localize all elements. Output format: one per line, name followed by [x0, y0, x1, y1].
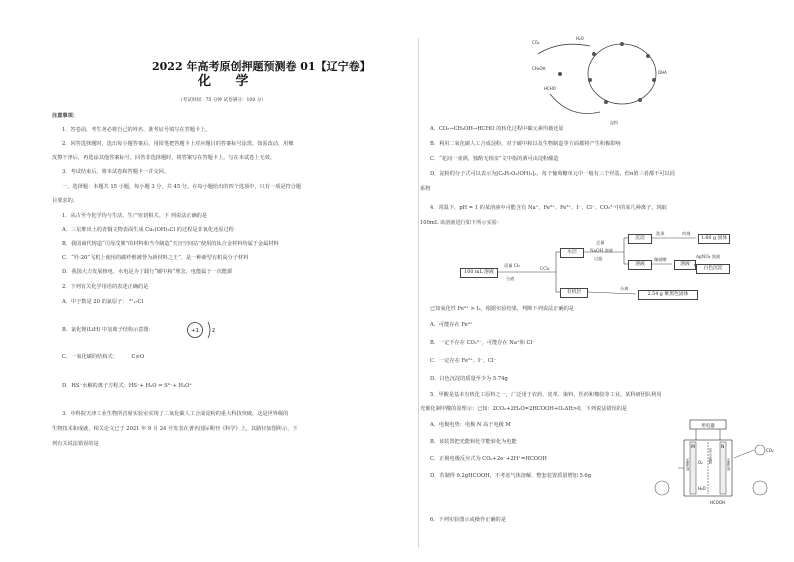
flow-aqueous: 水层: [560, 248, 584, 258]
shell-electrons: 2: [212, 328, 216, 334]
flow-purple-solid: 2.54 g 紫黑色固体: [638, 290, 698, 300]
nucleus-charge: +1: [190, 328, 200, 334]
q1-option-c: C．“歼-20”飞机上使用的碳纤维被誉为新材料之王”，是一种新型有机高分子材料: [62, 255, 249, 261]
flow-label: CCl₄: [540, 266, 550, 271]
pathway-label: CH₃OH: [532, 66, 546, 71]
pathway-label: H₂O: [576, 36, 584, 41]
q5-option-d: D．若制得 9.2gHCOOH，不考虑气体溶解，整套装置质量增加 5.6g: [430, 473, 592, 479]
right-column: [420, 0, 794, 562]
q5-option-b: B．该装置把光能和化学能转化为电能: [430, 439, 517, 445]
notice-item: 2．回答选择题时，选出每小题答案后，用铅笔把答题卡上对应题目的答案标号涂黑。如需改动，用橡: [62, 141, 294, 147]
pathway-label: HCHO: [544, 86, 556, 91]
q1-option-b: B．我国商代铸造“司母戊鼎”的材料和当今制造“天宫空间站”使用的钛合金材料均属于金属材料: [62, 241, 279, 247]
pathway-label: CO₂: [532, 40, 540, 45]
q3-line: 生物技术和成就，相关论文已于 2021 年 9 月 24 号发表在著名国际期刊《科学》上，其路径如图所示，下: [52, 426, 298, 432]
notice-item: 皮擦干净后，再选涂其他答案标号。回答非选择题时，将答案写在答题卡上。写在本试卷上无效。: [52, 155, 276, 161]
label-h2o: H₂O: [698, 486, 706, 491]
q2-option-b: B．氯化锂(LiH) 中氢离子结构示意图：: [62, 327, 154, 333]
flow-start: 100 mL 溶液: [460, 268, 498, 278]
flow-organic: 有机层: [560, 288, 588, 298]
q4-flowchart: [460, 231, 728, 300]
q3-option-d-cont: 系物: [420, 186, 431, 192]
flow-solution2: 溶液: [674, 260, 696, 270]
q2-option-a-text: A．中子数是 20 的氯原子：: [62, 299, 128, 305]
photocatalysis-device: [648, 418, 778, 508]
q4-option-c: C．一定存在 Fe²⁺、I⁻、Cl⁻: [430, 358, 497, 364]
q2-option-a: [62, 299, 143, 306]
label-o2: O₂: [698, 460, 703, 465]
flow-label: 稀硝酸: [654, 257, 667, 262]
q4-option-d: D．白色沉淀的质量至少为 5.74g: [430, 376, 508, 382]
q1-option-a: A．三星堆出土的青铜文物表面生成 Cu₂(OH)₃Cl 的过程是非氧化还原过程: [62, 227, 234, 233]
flow-label: 洗涤: [656, 231, 665, 236]
q5-option-c: C．正极电极反应式为 CO₂+2e⁻+2H⁺=HCOOH: [430, 456, 547, 462]
q3-line: 列有关说法错误的是: [52, 441, 99, 447]
device-load: 用电器: [701, 424, 715, 429]
exam-title: 2022 年高考原创押题预测卷 01【辽宁卷】: [152, 60, 371, 73]
q3-option-b: B．利用二氧化碳人工合成淀粉，对于碳中和以及生物制造等方面都将产生积极影响: [430, 141, 621, 147]
column-divider: [418, 38, 419, 548]
q2-stem: 2．下列有关化学用语的表述正确的是: [62, 284, 149, 290]
q5-option-a: A．电极电势：电极 N 高于电极 M: [430, 422, 511, 428]
q4-stem: 4．常温下，pH = 1 的某溶液中可能含有 Na⁺、Fe³⁺、Fe²⁺、I⁻、Cl⁻、CO₃²⁻中的某几种离子，现取: [430, 205, 667, 211]
flow-label: 分离: [620, 286, 629, 291]
flow-white-ppt: 白色沉淀: [696, 264, 730, 274]
label-hcooh: HCOOH: [710, 500, 726, 505]
notice-item: 3．考试结束后，将本试卷和答题卡一并交回。: [62, 169, 170, 175]
q3-option-c: C．“花间一壶酒，独酌无相亲”文中指的酒可由淀粉酿造: [430, 156, 559, 162]
q5-line: 光催化制甲酸的原理示：已知：2CO₂+2H₂O=2HCOOH+O₂ΔH>0。下列说法错误的是: [420, 406, 628, 412]
q4-note: 已知氧化性 Fe³⁺ > I₂，根据实验结果，判断下列说法正确的是: [430, 306, 574, 312]
q3-line: 3．中科院天津工业生物所首席实验室实现了二氧化碳人工合成淀粉的重大科技突破，这是世界级的: [62, 411, 289, 417]
co-structure: C≡O: [131, 354, 145, 360]
pathway-label: 淀粉: [610, 120, 618, 125]
q3-option-d: D．淀粉的分子式可以表示为[C₆H₇O₂(OH)₃]ₙ，每个葡萄糖单元中一般有三个羟基，但n值三者都不可以同: [430, 171, 675, 177]
q2-option-c-text: C．一氧化碳的结构式：: [62, 354, 118, 360]
starch-pathway-diagram: [530, 34, 690, 136]
pathway-label: DHA: [658, 70, 667, 75]
q5-line: 5．甲酸是基本有机化工原料之一，广泛用于农药、皮革、染料、医药和橡胶等工业。某科研团队利用: [430, 392, 662, 398]
flow-label: AgNO₃ 溶液: [696, 254, 721, 259]
q1-option-d: D．我国大力发展核电、水电是为了践行“碳中和”理念，电能属于一次能源: [62, 269, 233, 275]
ion-structure-diagram: [186, 318, 226, 346]
q1-stem: 1．从古至今化学均与生活、生产密切相关。下 列说法正确的是: [62, 213, 208, 219]
flow-label: 适量 Cl₂: [504, 263, 520, 268]
isotope-symbol: ³⁷₁₇Cl: [129, 299, 144, 305]
section-intro: 目要求的。: [52, 198, 78, 204]
notice-item: 1．答卷前，考生务必将自己的姓名、准考证号填写在答题卡上。: [62, 127, 211, 133]
notice-heading: 注意事项：: [52, 113, 78, 119]
q4-stem: 100mL 该溶液进行如下所示实验：: [420, 220, 503, 226]
flow-arrows: [460, 234, 730, 304]
flow-label: 过滤: [594, 256, 603, 261]
flow-label: 灼烧: [682, 231, 691, 236]
catalyst-n: 光催化剂: [726, 458, 730, 471]
proton-membrane: 质子交换膜: [708, 448, 712, 464]
q4-option-b: B．一定不存在 CO₃²⁻，可能存在 Na⁺和 Cl⁻: [430, 340, 535, 346]
q3-option-a: A．CO₂→CH₃OH→HCHO 的转化过程中碳元素均被还原: [430, 126, 564, 132]
flow-solid: 1.60 g 固体: [698, 234, 730, 244]
flow-label: 足量: [596, 240, 605, 245]
section-intro: 一、选择题：本题共 15 小题，每小题 3 分，共 45 分。在每小题给出的四个选项中，只有一项是符合题: [62, 184, 302, 190]
flow-label: NaOH 溶液: [590, 248, 613, 253]
catalyst-m: 光催化剂: [685, 458, 689, 471]
electrode-n: N: [721, 445, 725, 450]
label-co2: CO₂: [766, 448, 774, 453]
exam-info: （考试时间：75 分钟 试卷满分：100 分）: [178, 98, 266, 103]
subject-title: 化 学: [198, 74, 259, 89]
flow-solution: 溶液: [628, 260, 652, 270]
q2-option-d: D．HS⁻水解的离子方程式：HS⁻+ H₂O ⇌ S²⁻+ H₃O⁺: [62, 383, 193, 389]
q6-stem: 6．下列实验图示或操作正确的是: [430, 517, 506, 523]
q2-option-c: [62, 354, 144, 361]
q4-option-a: A．可能存在 Fe³⁺: [430, 322, 473, 328]
flow-label: 分液: [506, 276, 515, 281]
electrode-m: M: [691, 445, 695, 450]
flow-precipitate: 沉淀: [628, 234, 652, 244]
